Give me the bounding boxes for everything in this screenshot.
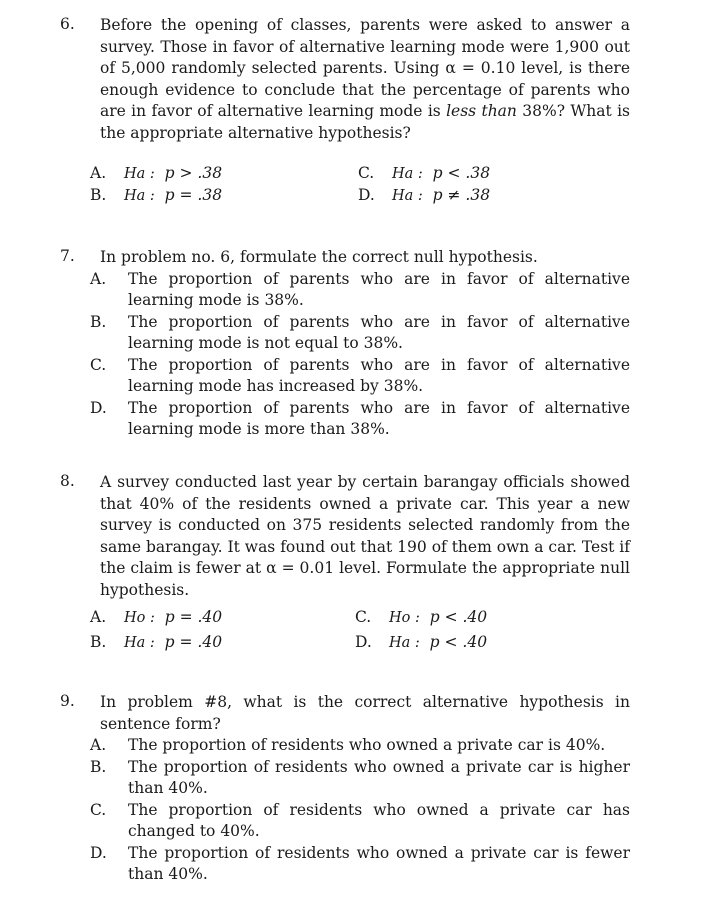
option-text: The proportion of parents who are in favor of alternative learning mode is 38%.: [128, 269, 630, 309]
option-letter: D.: [355, 633, 372, 651]
option-d[interactable]: [60, 843, 630, 886]
options-list: [60, 735, 630, 886]
option-a[interactable]: [60, 735, 630, 757]
hypothesis-label: Ha :: [392, 188, 423, 204]
options-grid: [60, 607, 630, 655]
question-number: 6.: [60, 15, 75, 33]
hypothesis-label: Ha :: [124, 166, 155, 182]
question-number: 7.: [60, 247, 75, 265]
question-6: [60, 15, 630, 211]
question-number: 8.: [60, 472, 75, 490]
option-c[interactable]: [60, 355, 630, 398]
option-letter: D.: [358, 186, 375, 204]
option-letter: B.: [90, 312, 107, 331]
hypothesis-expression: p = .38: [164, 186, 223, 204]
option-letter: C.: [355, 608, 372, 626]
option-d[interactable]: [355, 632, 487, 655]
hypothesis-label: Ha :: [389, 635, 420, 651]
hypothesis-label: Ha :: [124, 188, 155, 204]
hypothesis-expression: p ≠ .38: [432, 186, 491, 204]
option-letter: A.: [90, 736, 107, 754]
options-list: [60, 269, 630, 441]
option-a[interactable]: [90, 163, 222, 186]
option-letter: A.: [90, 269, 107, 288]
hypothesis-expression: p < .38: [432, 164, 491, 182]
option-letter: A.: [90, 164, 107, 182]
hypothesis-expression: p > .38: [164, 164, 223, 182]
option-letter: B.: [90, 757, 107, 776]
hypothesis-expression: p < .40: [429, 608, 488, 626]
option-b[interactable]: [60, 312, 630, 355]
option-letter: C.: [358, 164, 375, 182]
option-text: The proportion of residents who owned a private car is 40%.: [128, 736, 606, 754]
option-c[interactable]: [60, 800, 630, 843]
hypothesis-expression: p = .40: [164, 633, 223, 651]
option-text: The proportion of parents who are in favor of alternative learning mode is more than 38%.: [128, 398, 630, 438]
question-stem: In problem #8, what is the correct alternative hypothesis in sentence form?: [100, 693, 630, 733]
option-text: The proportion of parents who are in favor of alternative learning mode has increased by 38%.: [128, 355, 630, 395]
option-letter: C.: [90, 800, 107, 819]
stem-emphasis: less than: [446, 102, 517, 120]
option-letter: D.: [90, 398, 107, 417]
option-b[interactable]: [60, 757, 630, 800]
option-a[interactable]: [90, 607, 222, 630]
hypothesis-label: Ho :: [124, 610, 155, 626]
hypothesis-label: Ha :: [392, 166, 423, 182]
option-letter: C.: [90, 355, 107, 374]
option-text: The proportion of residents who owned a private car has changed to 40%.: [128, 800, 630, 840]
option-c[interactable]: [355, 607, 487, 630]
hypothesis-label: Ha :: [124, 635, 155, 651]
option-text: The proportion of residents who owned a private car is higher than 40%.: [128, 757, 630, 797]
option-text: The proportion of residents who owned a private car is fewer than 40%.: [128, 843, 630, 883]
option-b[interactable]: [90, 185, 222, 208]
options-grid: [60, 163, 630, 211]
stem-text: Before the opening of classes, parents were asked to answer a survey. Those in favor of alternative learning mode were 1,900 out of 5,000 randomly selected parents. Using α = 0.10 level, is there enough evidence to conclude that the percentage of parents who are in favor of alternative learning mode is: [100, 16, 630, 120]
question-number: 9.: [60, 692, 75, 710]
question-8: [60, 472, 630, 655]
question-stem: [100, 15, 630, 144]
option-letter: D.: [90, 843, 107, 862]
option-letter: B.: [90, 633, 107, 651]
option-text: The proportion of parents who are in favor of alternative learning mode is not equal to 38%.: [128, 312, 630, 352]
option-letter: A.: [90, 608, 107, 626]
option-d[interactable]: [358, 185, 490, 208]
hypothesis-label: Ho :: [389, 610, 420, 626]
stem-text: 38%? What is the appropriate alternative hypothesis?: [100, 102, 630, 142]
hypothesis-expression: p = .40: [164, 608, 223, 626]
option-d[interactable]: [60, 398, 630, 441]
option-letter: B.: [90, 186, 107, 204]
option-a[interactable]: [60, 269, 630, 312]
option-c[interactable]: [358, 163, 490, 186]
question-7: [60, 247, 630, 441]
hypothesis-expression: p < .40: [429, 633, 488, 651]
question-9: [60, 692, 630, 886]
option-b[interactable]: [90, 632, 222, 655]
question-stem: In problem no. 6, formulate the correct null hypothesis.: [100, 248, 538, 266]
question-stem: A survey conducted last year by certain barangay officials showed that 40% of the residents owned a private car. This year a new survey is conducted on 375 residents selected randomly from the same barangay. It was found out that 190 of them own a car. Test if the claim is fewer at α = 0.01 level. Formulate the appropriate null hypothesis.: [100, 473, 630, 599]
